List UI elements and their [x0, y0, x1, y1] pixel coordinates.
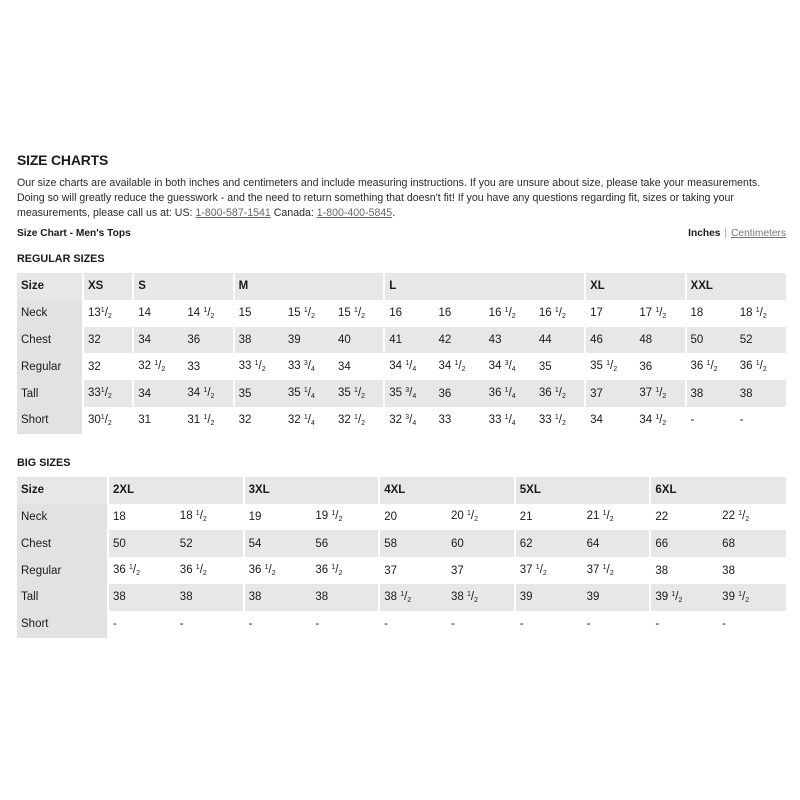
table-cell: 38: [176, 584, 244, 611]
table-cell: 36 $^1/_2$: [315, 564, 343, 578]
size-group-xxl: XXL: [686, 273, 786, 300]
table-cell: 35 $^1/_4$: [284, 380, 334, 407]
table-cell: 16 $^1/_2$: [488, 306, 516, 320]
table-cell: 56: [311, 530, 379, 557]
table-cell: 20 $^1/_2$: [450, 510, 478, 524]
table-cell: 36 $^1/_2$: [244, 557, 312, 584]
row-label: Tall: [17, 584, 108, 611]
table-cell: -: [686, 407, 736, 434]
table-cell: 36 $^1/_4$: [485, 380, 535, 407]
table-cell: -: [108, 611, 176, 638]
table-cell: 36 $^1/_2$: [179, 564, 207, 578]
row-label: Short: [17, 407, 83, 434]
table-cell: -: [379, 611, 447, 638]
table-cell: 32 $^1/_4$: [287, 413, 315, 427]
table-cell: 43: [485, 327, 535, 354]
table-cell: 36 $^1/_2$: [686, 353, 736, 380]
table-cell: 35 $^1/_2$: [334, 380, 384, 407]
table-cell: 36: [183, 327, 233, 354]
table-cell: 39 $^1/_2$: [650, 584, 718, 611]
table-cell: $30^1/_2$: [83, 407, 133, 434]
table-cell: 40: [334, 327, 384, 354]
table-cell: 35: [234, 380, 284, 407]
size-group-2xl: 2XL: [108, 477, 244, 504]
table-cell: 15 $^1/_2$: [338, 306, 366, 320]
table-cell: 18 $^1/_2$: [739, 306, 767, 320]
table-cell: 66: [650, 530, 718, 557]
table-cell: 33: [187, 360, 201, 373]
chart-subheader: [17, 228, 786, 239]
intro-end: .: [392, 207, 396, 219]
table-cell: 37 $^1/_2$: [586, 564, 614, 578]
table-cell: 34 $^1/_2$: [183, 380, 233, 407]
regular-sizes-title: REGULAR SIZES: [17, 253, 105, 265]
size-group-s: S: [133, 273, 233, 300]
table-cell: 36 $^1/_2$: [739, 360, 767, 374]
table-cell: 21: [515, 504, 583, 531]
table-cell: 15: [234, 300, 284, 327]
table-cell: 38: [650, 557, 718, 584]
table-cell: 36: [434, 380, 484, 407]
size-header-label: Size: [17, 273, 83, 300]
table-cell: 33: [438, 414, 452, 427]
table-row-regular: [17, 557, 786, 584]
table-cell: 37 $^1/_2$: [635, 380, 685, 407]
table-cell: 18: [686, 300, 736, 327]
table-cell: 46: [585, 327, 635, 354]
table-row-regular: [17, 353, 786, 380]
table-cell: 14 $^1/_2$: [187, 306, 215, 320]
size-group-5xl: 5XL: [515, 477, 651, 504]
table-cell: 16: [438, 307, 452, 320]
row-label: Chest: [17, 530, 108, 557]
big-sizes-title: BIG SIZES: [17, 456, 71, 469]
table-cell: 48: [635, 327, 685, 354]
inches-toggle[interactable]: Inches: [688, 228, 721, 239]
row-label: Neck: [17, 504, 108, 531]
table-cell: 32: [83, 353, 133, 380]
table-cell: 33 $^3/_4$: [287, 360, 315, 374]
table-cell: 33 $^1/_4$: [488, 413, 516, 427]
canada-phone-link[interactable]: 1-800-400-5845: [316, 207, 393, 219]
table-cell: 38: [244, 584, 312, 611]
table-cell: 32: [83, 327, 133, 354]
table-row-neck: [17, 504, 786, 531]
table-cell: 39: [583, 584, 651, 611]
us-phone-link[interactable]: 1-800-587-1541: [195, 207, 271, 219]
big-sizes-table: [17, 477, 786, 638]
table-cell: -: [244, 611, 312, 638]
table-cell: 32 $^3/_4$: [384, 407, 434, 434]
table-row-tall: [17, 584, 786, 611]
table-cell: 36: [639, 360, 653, 373]
row-label: Regular: [17, 557, 108, 584]
table-cell: 19 $^1/_2$: [315, 510, 343, 524]
table-cell: 16: [384, 300, 434, 327]
size-group-3xl: 3XL: [244, 477, 380, 504]
row-label: Regular: [17, 353, 83, 380]
table-cell: $33^1/_2$: [83, 380, 133, 407]
table-cell: 15 $^1/_2$: [287, 306, 315, 320]
table-cell: 39 $^1/_2$: [718, 584, 786, 611]
table-cell: -: [650, 611, 718, 638]
table-cell: 34: [338, 360, 351, 373]
table-cell: 50: [108, 530, 176, 557]
table-cell: 52: [736, 327, 786, 354]
table-cell: 34 $^1/_2$: [639, 413, 667, 427]
table-cell: 58: [379, 530, 447, 557]
size-header-row: [17, 273, 786, 300]
chart-title: Size Chart - Men's Tops: [17, 228, 131, 239]
table-cell: 39: [284, 327, 334, 354]
table-cell: 60: [447, 530, 515, 557]
table-cell: 41: [384, 327, 434, 354]
table-cell: 34 $^1/_4$: [384, 353, 434, 380]
table-cell: 31 $^1/_2$: [187, 413, 215, 427]
table-cell: 35 $^1/_2$: [585, 353, 635, 380]
table-row-short: [17, 407, 786, 434]
table-cell: 34 $^3/_4$: [488, 360, 516, 374]
table-cell: 54: [244, 530, 312, 557]
table-cell: 38: [234, 327, 284, 354]
table-cell: 32 $^1/_2$: [338, 413, 366, 427]
size-group-4xl: 4XL: [379, 477, 515, 504]
table-cell: 37: [450, 564, 464, 577]
table-cell: -: [722, 618, 727, 631]
table-cell: 18: [108, 504, 176, 531]
table-cell: 37: [585, 380, 635, 407]
table-cell: 32 $^1/_2$: [133, 353, 183, 380]
table-cell: -: [315, 618, 320, 631]
table-cell: 38: [722, 564, 735, 577]
size-header-label: Size: [17, 477, 108, 504]
table-cell: 19: [244, 504, 312, 531]
table-cell: 34: [133, 380, 183, 407]
table-cell: 32: [234, 407, 284, 434]
table-cell: 38: [108, 584, 176, 611]
size-group-m: M: [234, 273, 385, 300]
table-cell: 34 $^1/_2$: [438, 360, 466, 374]
table-cell: 34: [585, 407, 635, 434]
table-cell: 35 $^3/_4$: [384, 380, 434, 407]
unit-separator: |: [724, 228, 728, 239]
table-cell: 22: [650, 504, 718, 531]
canada-label: Canada:: [270, 207, 317, 219]
table-cell: 64: [583, 530, 651, 557]
table-cell: -: [586, 618, 591, 631]
table-cell: 16 $^1/_2$: [538, 306, 566, 320]
row-label: Tall: [17, 380, 83, 407]
table-cell: 37 $^1/_2$: [515, 557, 583, 584]
intro-text: Our size charts are available in both inches and centimeters and include measuring instructions. If you are unsure about size, please take your measurements. Doing so will greatly reduce the guesswork - and the need to return something that doesn't fit! If you have any questions regarding fit, sizes or taking your measurements, please call us at: US:: [17, 177, 761, 219]
table-cell: 38 $^1/_2$: [379, 584, 447, 611]
regular-sizes-table: [17, 273, 786, 434]
table-cell: $13^1/_2$: [83, 300, 133, 327]
table-cell: 31: [133, 407, 183, 434]
table-cell: 38 $^1/_2$: [447, 584, 515, 611]
table-cell: 18 $^1/_2$: [179, 510, 207, 524]
table-cell: 35: [538, 360, 552, 373]
table-cell: 20: [379, 504, 447, 531]
table-cell: 62: [515, 530, 583, 557]
table-cell: 38: [736, 380, 786, 407]
table-cell: -: [450, 618, 455, 631]
table-cell: 34: [133, 327, 183, 354]
table-cell: 68: [718, 530, 786, 557]
table-cell: 22 $^1/_2$: [722, 510, 750, 524]
table-cell: 33 $^1/_2$: [234, 353, 284, 380]
unit-switcher: [688, 228, 786, 239]
page-title: SIZE CHARTS: [17, 152, 109, 168]
table-cell: 21 $^1/_2$: [586, 510, 614, 524]
row-label: Short: [17, 611, 108, 638]
row-label: Neck: [17, 300, 83, 327]
centimeters-toggle[interactable]: Centimeters: [731, 228, 786, 239]
table-row-chest: [17, 530, 786, 557]
table-row-chest: [17, 327, 786, 354]
table-row-neck: [17, 300, 786, 327]
table-cell: 36 $^1/_2$: [108, 557, 176, 584]
size-group-l: L: [384, 273, 585, 300]
table-cell: -: [179, 618, 184, 631]
table-cell: 17: [585, 300, 635, 327]
table-cell: 52: [176, 530, 244, 557]
size-header-row: [17, 477, 786, 504]
size-group-xs: XS: [83, 273, 133, 300]
table-cell: 33 $^1/_2$: [538, 413, 566, 427]
size-group-xl: XL: [585, 273, 685, 300]
intro-paragraph: [17, 176, 786, 221]
table-cell: 14: [133, 300, 183, 327]
table-cell: -: [739, 414, 744, 427]
table-cell: 17 $^1/_2$: [639, 306, 667, 320]
table-cell: 37: [379, 557, 447, 584]
row-label: Chest: [17, 327, 83, 354]
table-cell: -: [515, 611, 583, 638]
table-cell: 42: [434, 327, 484, 354]
table-cell: 39: [515, 584, 583, 611]
size-group-6xl: 6XL: [650, 477, 786, 504]
table-cell: 38: [686, 380, 736, 407]
table-cell: 38: [311, 584, 379, 611]
table-row-tall: [17, 380, 786, 407]
table-cell: 36 $^1/_2$: [535, 380, 585, 407]
table-cell: 50: [686, 327, 736, 354]
table-row-short: [17, 611, 786, 638]
table-cell: 44: [535, 327, 585, 354]
size-chart-page: [17, 152, 786, 638]
